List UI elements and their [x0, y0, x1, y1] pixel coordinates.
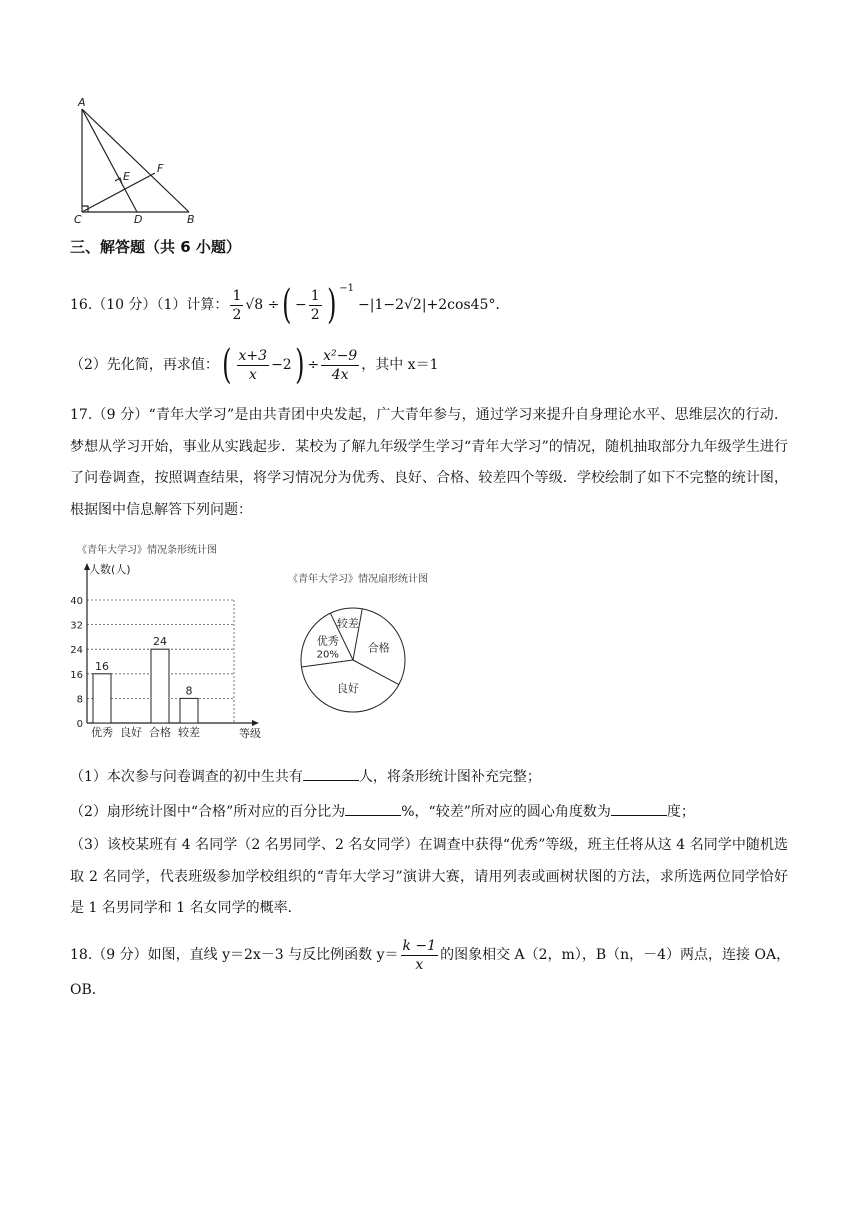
q16-part1-expr-a: √8 ÷ — [245, 297, 280, 313]
answer-blank[interactable] — [611, 801, 667, 816]
fraction-half — [230, 287, 243, 324]
minus-sign: − — [294, 297, 307, 313]
q16-part2-prefix: （2）先化简，再求值： — [70, 357, 219, 373]
segment-ab — [82, 109, 189, 212]
y-axis-label: 人数(人) — [89, 563, 131, 576]
pie-chart — [283, 570, 443, 715]
label-f: F — [157, 162, 164, 175]
q18-suffix: 的图象相交 A（2，m），B（n，－4）两点，连接 OA， — [440, 947, 791, 963]
bar-data-label: 16 — [95, 659, 109, 673]
q17-sub2-a: （2）扇形统计图中“合格”所对应的百分比为 — [70, 804, 346, 820]
fraction-x29 — [321, 347, 359, 384]
section-heading: 三、解答题（共 6 小题） — [70, 238, 241, 256]
x-tick-label: 优秀 — [91, 726, 113, 739]
exponent: −1 — [339, 283, 354, 294]
q16-part1-prefix: 16.（10 分）（1）计算： — [70, 297, 229, 313]
right-paren: ) — [326, 282, 337, 328]
left-paren: ( — [282, 282, 292, 328]
bar-chart — [62, 540, 277, 745]
triangle-figure — [70, 95, 210, 225]
pie-label-较差: 较差 — [336, 616, 359, 630]
q18-prefix: 18.（9 分）如图，直线 y＝2x－3 与反比例函数 y＝ — [70, 947, 399, 963]
bar-data-label: 24 — [153, 635, 167, 649]
label-e: E — [123, 170, 130, 183]
pie-value-label: 20% — [316, 649, 339, 661]
bar-合格 — [151, 649, 169, 723]
label-a: A — [78, 96, 86, 109]
q16-part1-expr-b: −|1−2√2|+2cos45°． — [358, 297, 510, 313]
label-d: D — [134, 213, 143, 225]
x-tick-label: 良好 — [120, 726, 142, 739]
q16-part2-suffix: ，其中 x＝1 — [361, 357, 439, 373]
fraction-denominator: x — [248, 366, 257, 383]
q17-sub3: （3）该校某班有 4 名同学（2 名男同学、2 名女同学）在调查中获得“优秀”等级，班主任将从这 4 名同学中随机选取 2 名同学，代表班级参加学校组织的“青年大学习”演讲大赛，请用列表或画树状图的方法，求所选两位同学恰好是 1 名男同学和 1 名女同学的概率． — [70, 837, 788, 916]
x-axis-arrow — [252, 720, 259, 726]
fraction-numerator: k −1 — [402, 937, 437, 954]
bar-data-label: 8 — [185, 684, 193, 698]
x-axis-label: 等级 — [239, 727, 261, 740]
pie-chart-title: 《青年大学习》情况扇形统计图 — [288, 574, 428, 585]
divide-sign: ÷ — [307, 357, 320, 373]
fraction-numerator: 1 — [310, 287, 320, 304]
q18-line1 — [70, 930, 790, 980]
y-tick-label: 0 — [76, 719, 83, 730]
q17-sub2-c: 度； — [666, 804, 695, 820]
q18-line2: OB． — [70, 982, 106, 998]
right-paren: ) — [294, 342, 305, 388]
answer-blank[interactable] — [303, 766, 359, 781]
q17-sub2-b: %，“较差”所对应的圆心角度数为 — [401, 804, 611, 820]
fraction-denominator: 2 — [232, 306, 242, 323]
answer-blank[interactable] — [345, 801, 401, 816]
bar-优秀 — [93, 674, 111, 723]
fraction-denominator: 4x — [331, 366, 349, 383]
fraction-numerator: x+3 — [238, 347, 268, 364]
y-tick-label: 40 — [70, 596, 83, 607]
y-tick-label: 8 — [76, 694, 83, 706]
fraction-denominator: x — [415, 956, 424, 973]
q17-sub1 — [70, 766, 541, 787]
x-tick-label: 较差 — [178, 726, 200, 739]
left-paren: ( — [222, 342, 232, 388]
label-b: B — [187, 213, 195, 225]
y-tick-label: 24 — [70, 645, 83, 657]
minus-two: −2 — [271, 357, 292, 373]
q17-sub1-b: 人，将条形统计图补充完整； — [358, 769, 541, 785]
segment-ad — [82, 109, 137, 212]
fraction-k1x — [401, 937, 439, 974]
q17-intro: 17.（9 分）“青年大学习”是由共青团中央发起，广大青年参与，通过学习来提升自身理论水平、思维层次的行动．梦想从学习开始，事业从实践起步．某校为了解九年级学生学习“青年大学习”的情况，随机抽取部分九年级学生进行了问卷调查，按照调查结果，将学习情况分为优秀、良好、合格、较差四个等级．学校绘制了如下不完整的统计图，根据图中信息解答下列问题： — [70, 407, 788, 518]
q17-sub2 — [70, 801, 695, 822]
fraction-numerator: 1 — [232, 287, 242, 304]
x-tick-label: 合格 — [149, 726, 171, 739]
label-c: C — [74, 213, 82, 225]
pie-label-优秀: 优秀 — [316, 634, 339, 648]
y-tick-label: 32 — [70, 620, 83, 632]
pie-label-良好: 良好 — [336, 682, 359, 696]
q17-sub1-a: （1）本次参与问卷调查的初中生共有 — [70, 769, 303, 785]
fraction-denominator: 2 — [310, 306, 320, 323]
fraction-half-neg — [309, 287, 322, 324]
bar-较差 — [180, 698, 198, 723]
fraction-x3 — [237, 347, 270, 384]
y-tick-label: 16 — [70, 669, 83, 681]
fraction-numerator: x²−9 — [323, 347, 358, 364]
pie-label-合格: 合格 — [367, 641, 390, 655]
q16-part2 — [70, 340, 438, 390]
bar-chart-title: 《青年大学习》情况条形统计图 — [77, 545, 217, 556]
q16-part1 — [70, 280, 509, 330]
